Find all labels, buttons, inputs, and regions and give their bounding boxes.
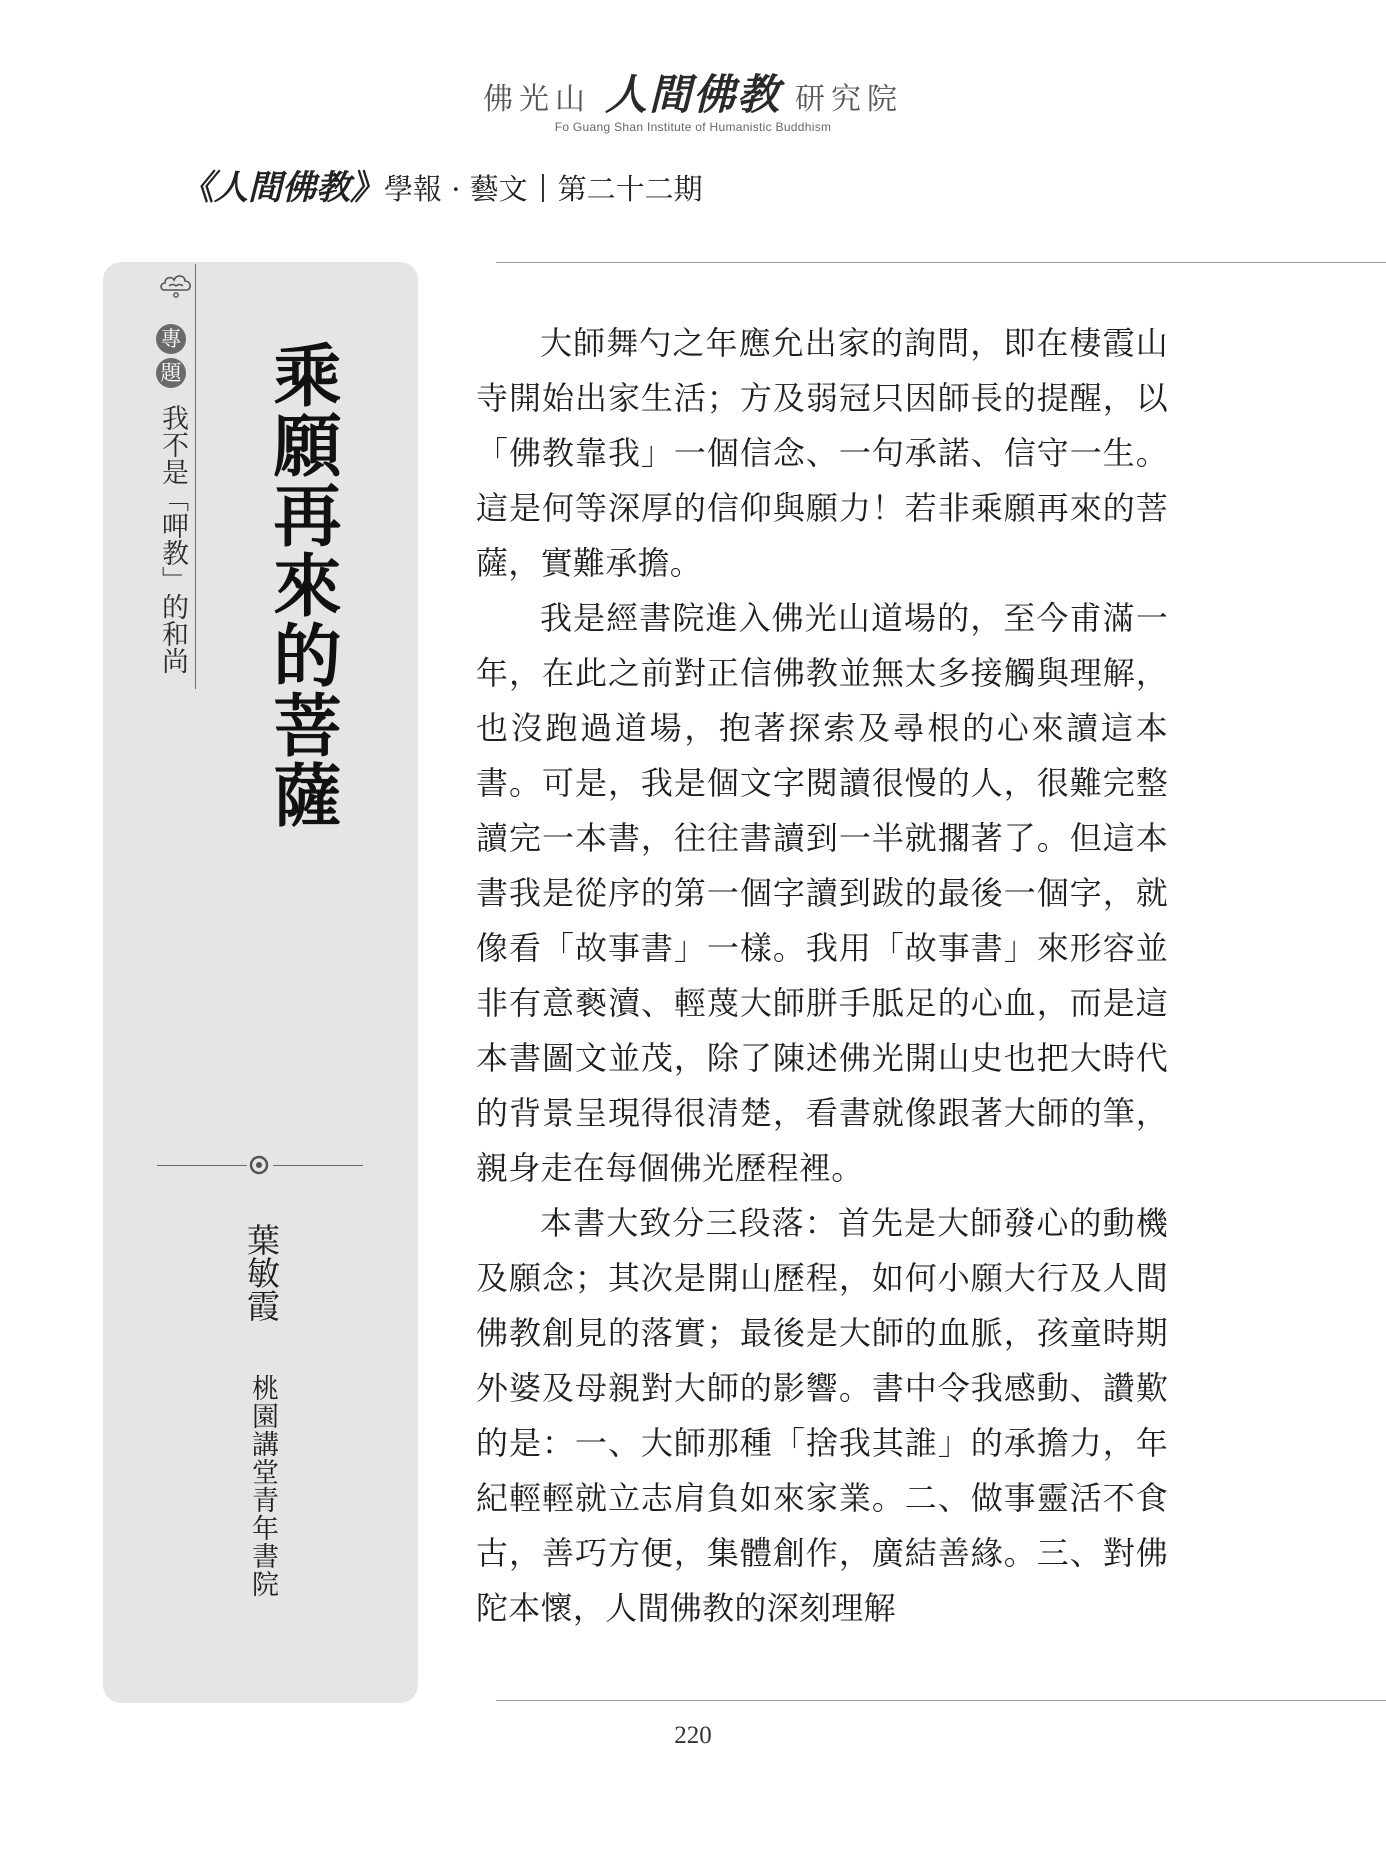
journal-separator (542, 174, 544, 202)
institute-logo (0, 62, 1386, 134)
article-title: 乘願再來的菩薩 (262, 340, 342, 830)
logo-prefix: 佛光山 (482, 82, 591, 117)
body-paragraph: 本書大致分三段落：首先是大師發心的動機及願念；其次是開山歷程，如何小願大行及人間佛教創見的落實；最後是大師的血脈，孩童時期外婆及母親對大師的影響。書中令我感動、讚歎的是：一、大師那種「捨我其誰」的承擔力，年紀輕輕就立志肩負如來家業。二、做事靈活不食古，善巧方便，集體創作，廣結善緣。三、對佛陀本懷，人間佛教的深刻理解 (476, 1204, 1168, 1627)
topic-badge: 題 (156, 358, 186, 388)
ornament-line (157, 1165, 247, 1166)
body-paragraph: 大師舞勺之年應允出家的詢問，即在棲霞山寺開始出家生活；方及弱冠只因師長的提醒，以「佛教靠我」一個信念、一句承諾、信守一生。這是何等深厚的信仰與願力！若非乘願再來的菩薩，實難承擔。 (476, 324, 1168, 582)
ornament-line (273, 1165, 363, 1166)
journal-name: 學報 · 藝文 (384, 172, 528, 206)
logo-brand: 人間佛教 (604, 70, 781, 119)
logo-english: Fo Guang Shan Institute of Humanistic Buddhism (554, 120, 832, 134)
cloud-emblem-icon (158, 268, 194, 304)
author-affiliation: 桃園講堂青年書院 (247, 1374, 278, 1598)
article-body (476, 316, 1168, 1636)
journal-title (180, 160, 703, 209)
journal-issue: 第二十二期 (557, 172, 703, 206)
author-name: 葉敏霞 (242, 1223, 281, 1322)
logo-suffix: 研究院 (795, 82, 903, 117)
page-number: 220 (674, 1722, 712, 1749)
topic-divider (195, 264, 196, 689)
series-title: 我不是「呷教」的和尚 (157, 404, 188, 674)
body-paragraph: 我是經書院進入佛光山道場的，至今甫滿一年，在此之前對正信佛教並無太多接觸與理解，也沒跑過道場，抱著探索及尋根的心來讀這本書。可是，我是個文字閱讀很慢的人，很難完整讀完一本書，往往書讀到一半就擱著了。但這本書我是從序的第一個字讀到跋的最後一個字，就像看「故事書」一樣。我用「故事書」來形容並非有意褻瀆、輕蔑大師胼手胝足的心血，而是這本書圖文並茂，除了陳述佛光開山史也把大時代的背景呈現得很清楚，看書就像跟著大師的筆，親身走在每個佛光歷程裡。 (476, 599, 1168, 1187)
ornament-knot-icon (248, 1154, 270, 1176)
bottom-rule (496, 1700, 1386, 1701)
journal-brand: 《人間佛教》 (180, 168, 384, 208)
logo-line (483, 62, 903, 122)
top-rule (496, 262, 1386, 263)
topic-badge: 專 (156, 324, 186, 354)
